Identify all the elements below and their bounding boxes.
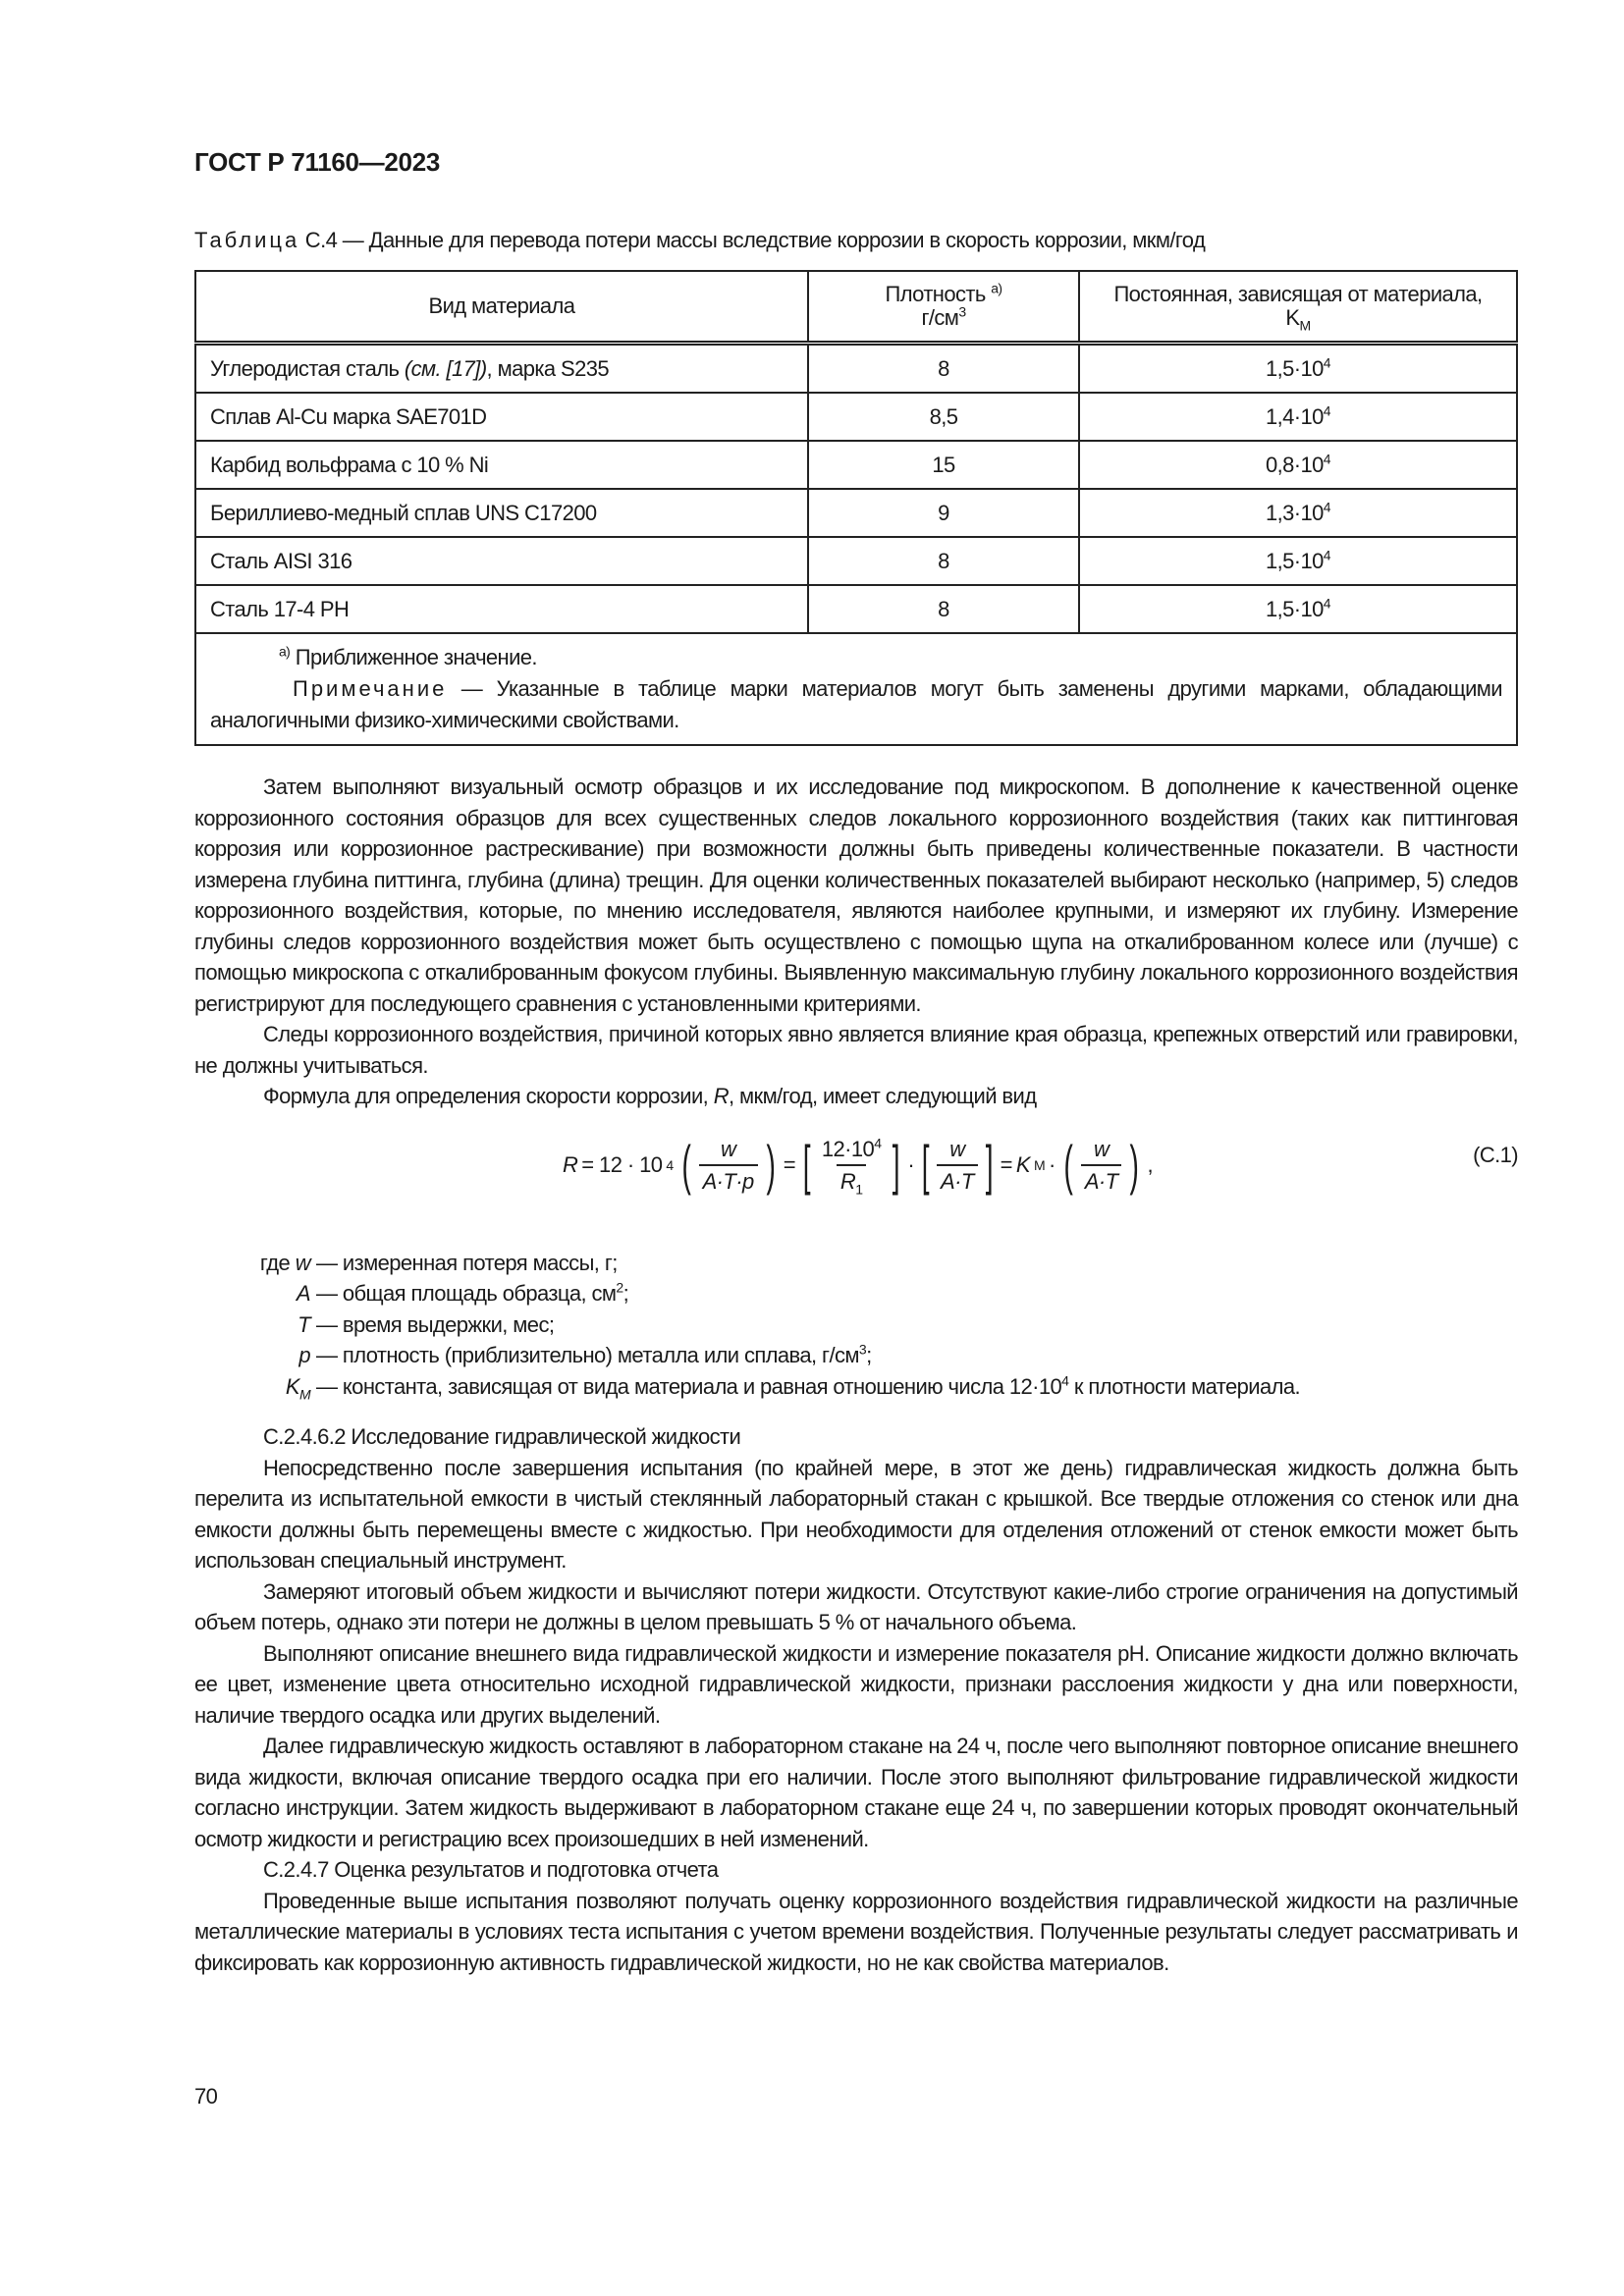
- table-row: [195, 441, 1517, 489]
- table-row: [195, 344, 1517, 394]
- definition-item: T — время выдержки, мес;: [298, 1311, 555, 1337]
- table-header-row: [195, 271, 1517, 344]
- section-heading: С.2.4.7 Оценка результатов и подготовка отчета: [263, 1857, 719, 1882]
- constant-cell: $1,5\cdot 10^4$: [1079, 537, 1517, 585]
- definition-item: A — общая площадь образца, $см^2$;: [296, 1279, 629, 1306]
- paragraph: Следы коррозионного воздействия, причиной которых явно является влияние края образца, крепежных отверстий или гравировки, не должны учитываться.: [194, 1022, 1518, 1078]
- table-row: [195, 585, 1517, 633]
- definition-item: $K_М$ — константа, зависящая от вида материала и равная отношению числа $12\cdot 10^4$ к плотности материала.: [285, 1372, 1300, 1402]
- density-cell: 8: [808, 537, 1079, 585]
- density-cell: 15: [808, 441, 1079, 489]
- document-header: ГОСТ Р 71160—2023: [194, 147, 441, 177]
- material-cell: Сплав Al-Cu марка SAE701D: [195, 393, 808, 441]
- column-header-constant: Постоянная, зависящая от материала, $K_М$: [1079, 271, 1517, 344]
- paragraph: Проведенные выше испытания позволяют получать оценку коррозионного воздействия гидравлической жидкости на различные металлические материалы в условиях теста испытания с учетом времени воздействия. Полученные результаты следует рассматривать и фиксировать как коррозионную активность гидравлической жидкости, но не как свойства материалов.: [194, 1888, 1518, 1975]
- table-row: [195, 537, 1517, 585]
- material-cell: Углеродистая сталь (см. [17]), марка S235: [195, 344, 808, 394]
- table-caption: Таблица С.4 — Данные для перевода потери массы вследствие коррозии в скорость коррозии, мкм/год: [194, 228, 1206, 252]
- constant-cell: $1,3\cdot 10^4$: [1079, 489, 1517, 537]
- constant-cell: $1,4\cdot 10^4$: [1079, 393, 1517, 441]
- paragraph: Затем выполняют визуальный осмотр образцов и их исследование под микроскопом. В дополнение к качественной оценке коррозионного состояния образцов для всех существенных следов локального коррозионного воздействия (таких как питтинговая коррозия или коррозионное растрескивание) при возможности должны быть приведены количественные показатели. В частности измерена глубина питтинга, глубина (длина) трещин. Для оценки количественных показателей выбирают несколько (например, 5) следов коррозионного воздействия, которые, по мнению исследователя, являются наиболее крупными, и измеряют их глубину. Измерение глубины следов коррозионного воздействия может быть осуществлено с помощью щупа на откалиброванном колесе или (лучше) с помощью микроскопа с откалиброванным фокусом глубины. Выявленную максимальную глубину локального коррозионного воздействия регистрируют для последующего сравнения с установленными критериями.: [194, 774, 1518, 1016]
- density-cell: 8,5: [808, 393, 1079, 441]
- page-number: 70: [194, 2084, 218, 2109]
- definition-item: p — плотность (приблизительно) металла или сплава, $г/см^3$;: [298, 1341, 872, 1367]
- density-cell: 8: [808, 585, 1079, 633]
- table-footnote: $^{а)}$ Приближенное значение.: [279, 643, 537, 669]
- column-header-density: Плотность $^{а)}$ $г/см^3$: [808, 271, 1079, 344]
- constant-cell: $0,8\cdot 10^4$: [1079, 441, 1517, 489]
- constant-cell: $1,5\cdot 10^4$: [1079, 344, 1517, 394]
- table-row: [195, 489, 1517, 537]
- paragraph: Выполняют описание внешнего вида гидравлической жидкости и измерение показателя pH. Описание жидкости должно включать ее цвет, изменение цвета относительно исходной гидравлической жидкости, признаки расслоения жидкости у дна или поверхности, наличие твердого осадка или других выделений.: [194, 1640, 1518, 1728]
- formula-c1: R = 12 · 10 4 ( $\frac{w}{A\cdot T\cdot p}$ ) = [ $\frac{12\cdot 10^4}{R_1}$ ] · [ $\frac{w}{A\cdot T}$ ] = K М · ( $\frac{w}{A\cdot T}$ ) , (С.1): [563, 1134, 1518, 1198]
- paragraph: Далее гидравлическую жидкость оставляют в лабораторном стакане на 24 ч, после чего выполняют повторное описание внешнего вида жидкости, включая описание твердого осадка при его наличии. После этого выполняют фильтрование гидравлической жидкости согласно инструкции. Затем жидкость выдерживают в лабораторном стакане еще 24 ч, по завершении которых проводят окончательный осмотр жидкости и регистрацию всех произошедших в ней изменений.: [194, 1734, 1518, 1851]
- material-cell: Сталь AISI 316: [195, 537, 808, 585]
- density-cell: 8: [808, 344, 1079, 394]
- materials-table: [194, 270, 1518, 746]
- material-cell: Карбид вольфрама с 10 % Ni: [195, 441, 808, 489]
- density-cell: 9: [808, 489, 1079, 537]
- table-row: [195, 393, 1517, 441]
- definition-item: где w — измеренная потеря массы, г;: [259, 1250, 618, 1275]
- table-note: Примечание — Указанные в таблице марки материалов могут быть заменены другими марками, обладающими аналогичными физико-химическими свойствами.: [210, 676, 1502, 732]
- constant-cell: $1,5\cdot 10^4$: [1079, 585, 1517, 633]
- section-heading: С.2.4.6.2 Исследование гидравлической жидкости: [263, 1424, 741, 1449]
- equation-number: (С.1): [1473, 1142, 1518, 1167]
- material-cell: Сталь 17-4 PH: [195, 585, 808, 633]
- paragraph: Непосредственно после завершения испытания (по крайней мере, в этот же день) гидравлическая жидкость должна быть перелита из испытательной емкости в чистый стеклянный лабораторный стакан с крышкой. Все твердые отложения со стенок или дна емкости должны быть перемещены вместе с жидкостью. При необходимости для отделения отложений от стенок емкости может быть использован специальный инструмент.: [194, 1455, 1518, 1573]
- column-header-material: Вид материала: [195, 271, 808, 344]
- material-cell: Бериллиево-медный сплав UNS C17200: [195, 489, 808, 537]
- paragraph: Замеряют итоговый объем жидкости и вычисляют потери жидкости. Отсутствуют какие-либо строгие ограничения на допустимый объем потерь, однако эти потери не должны в целом превышать 5 % от начального объема.: [194, 1578, 1518, 1634]
- variable-definitions: [194, 1248, 1518, 1403]
- formula-intro: Формула для определения скорости коррозии, R, мкм/год, имеет следующий вид: [263, 1084, 1037, 1108]
- table-notes: [195, 633, 1517, 745]
- body-text: [194, 772, 1518, 1978]
